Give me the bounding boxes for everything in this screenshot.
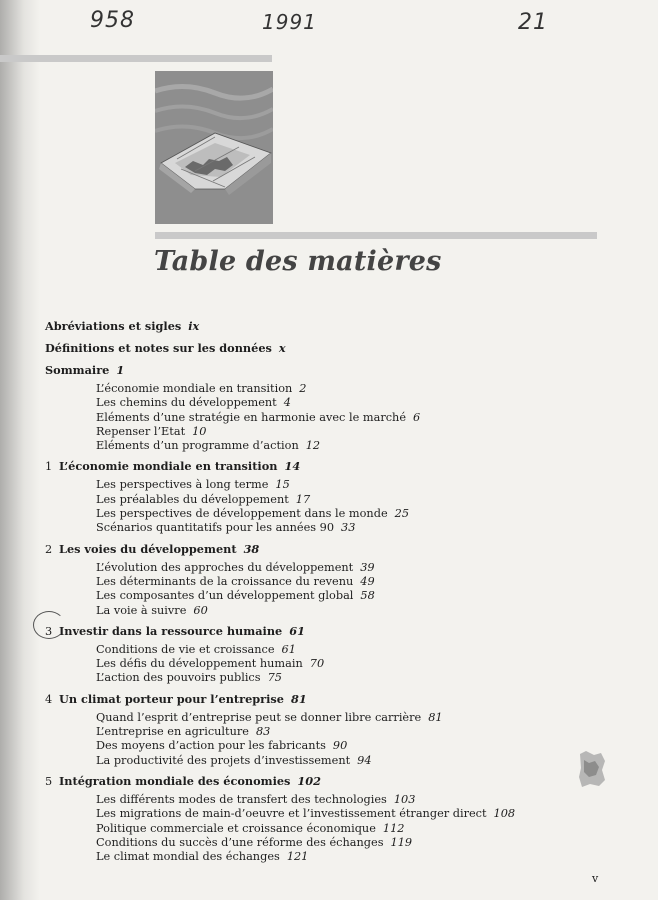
section-label: Sommaire — [45, 363, 110, 377]
top-rule — [0, 55, 272, 62]
page-number: v — [592, 872, 599, 885]
toc-entry-abbreviations — [45, 318, 605, 335]
toc-chapter-2: 2 Les voies du développement 38 — [45, 541, 260, 556]
toc-item: Les défis du développement humain 70 — [96, 657, 325, 671]
toc-item: Les différents modes de transfert des technologies 103 — [96, 792, 416, 806]
entry-page: ix — [188, 319, 200, 333]
toc-chapter-3: 3 Investir dans la ressource humaine 61 — [45, 623, 305, 638]
toc-item: Les préalables du développement 17 — [96, 492, 311, 506]
entry-label: Abréviations et sigles — [45, 319, 182, 333]
toc-item: La productivité des projets d’investissement 94 — [96, 753, 372, 767]
toc-item: Les chemins du développement 4 — [96, 396, 291, 410]
toc-item: Les perspectives de développement dans le monde 25 — [96, 507, 410, 521]
section-page: 1 — [116, 363, 125, 377]
toc-section-sommaire — [45, 362, 605, 379]
toc-item: Les composantes d’un développement global 58 — [96, 589, 375, 603]
handwritten-note-right: 21 — [518, 10, 548, 35]
toc-item: L’évolution des approches du développement 39 — [96, 560, 375, 574]
toc-item: Les perspectives à long terme 15 — [96, 478, 290, 492]
toc-item: Conditions du succès d’une réforme des échanges 119 — [96, 835, 413, 849]
toc-item: Le climat mondial des échanges 121 — [96, 850, 309, 864]
toc-item: Repenser l’Etat 10 — [96, 424, 207, 438]
toc-item: La voie à suivre 60 — [96, 603, 208, 617]
page-title: Table des matières — [154, 246, 442, 277]
binding-shadow — [0, 0, 40, 900]
handwritten-note-middle: 1991 — [262, 10, 317, 34]
toc-chapter-1: 1 L’économie mondiale en transition 14 — [45, 459, 301, 474]
toc-item: Conditions de vie et croissance 61 — [96, 642, 296, 656]
toc-item: Les déterminants de la croissance du revenu 49 — [96, 574, 375, 588]
stamp-mark — [576, 748, 608, 790]
title-rule — [155, 232, 597, 239]
toc-item: Eléments d’une stratégie en harmonie avec le marché 6 — [96, 410, 421, 424]
toc-item: Politique commerciale et croissance économique 112 — [96, 821, 405, 835]
toc-entry-definitions — [45, 340, 605, 357]
toc-item: L’action des pouvoirs publics 75 — [96, 671, 282, 685]
handwritten-note-left: 958 — [90, 8, 135, 33]
toc-item: Scénarios quantitatifs pour les années 90 33 — [96, 521, 356, 535]
toc-item: Eléments d’un programme d’action 12 — [96, 439, 321, 453]
toc-item: Des moyens d’action pour les fabricants 90 — [96, 739, 348, 753]
pen-circle-mark — [33, 611, 65, 639]
toc-item: Les migrations de main-d’oeuvre et l’investissement étranger direct 108 — [96, 807, 516, 821]
toc-chapter-4: 4 Un climat porteur pour l’entreprise 81 — [45, 691, 307, 706]
toc-item: L’entreprise en agriculture 83 — [96, 725, 271, 739]
entry-label: Définitions et notes sur les données — [45, 341, 272, 355]
toc-item: L’économie mondiale en transition 2 — [96, 382, 307, 395]
table-of-contents — [45, 318, 605, 864]
toc-item: Quand l’esprit d’entreprise peut se donner libre carrière 81 — [96, 710, 443, 724]
entry-page: x — [278, 341, 286, 355]
puzzle-map-illustration — [155, 71, 273, 224]
toc-chapter-5: 5 Intégration mondiale des économies 102 — [45, 773, 322, 788]
